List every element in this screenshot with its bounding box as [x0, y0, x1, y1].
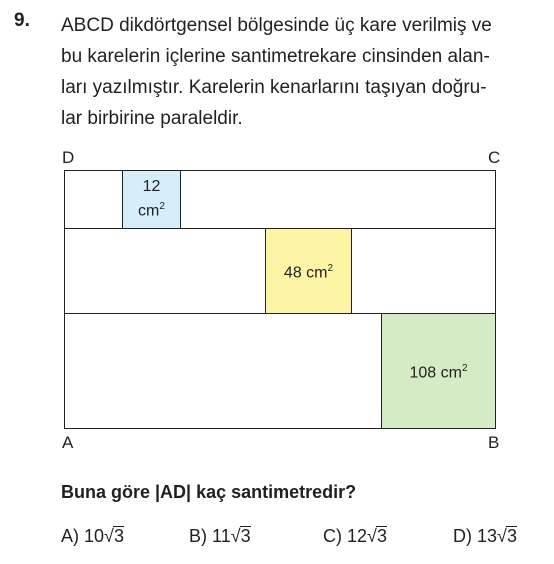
choice-coefficient: 10	[84, 526, 105, 546]
square-small-exp: 2	[159, 201, 165, 213]
choice-c[interactable]	[323, 526, 387, 547]
choice-d[interactable]	[453, 526, 517, 547]
choice-letter: B)	[189, 526, 207, 546]
choice-letter: A)	[61, 526, 79, 546]
radical-sign: √	[497, 526, 507, 546]
question-text-line: lar birbirine paraleldir.	[61, 108, 243, 129]
choice-letter: D)	[453, 526, 472, 546]
question-number: 9.	[14, 10, 30, 31]
choice-radicand: 3	[113, 526, 124, 546]
question-text-line: ları yazılmıştır. Karelerin kenarlarını taşıyan doğru-	[61, 77, 487, 98]
choice-letter: C)	[323, 526, 342, 546]
square-medium-unit: cm	[306, 264, 328, 282]
vertex-label-d: D	[62, 148, 75, 167]
square-medium	[265, 228, 352, 314]
vertex-label-b: B	[488, 433, 500, 452]
choice-coefficient: 12	[347, 526, 368, 546]
vertex-label-a: A	[62, 433, 74, 452]
vertex-label-c: C	[488, 148, 501, 167]
choice-radicand: 3	[376, 526, 387, 546]
choice-b[interactable]	[189, 526, 251, 547]
square-large-unit: cm	[440, 364, 462, 382]
question-text-line: ABCD dikdörtgensel bölgesinde üç kare verilmiş ve	[61, 15, 492, 36]
square-large-value: 108	[409, 364, 437, 382]
choice-radicand: 3	[240, 526, 251, 546]
choice-a[interactable]	[61, 526, 124, 547]
square-medium-value: 48	[283, 264, 302, 282]
square-small	[122, 170, 181, 229]
square-small-unit: cm	[138, 202, 160, 220]
choice-coefficient: 13	[477, 526, 498, 546]
square-medium-exp: 2	[327, 262, 334, 274]
radical-sign: √	[367, 526, 377, 546]
choice-coefficient: 11	[212, 526, 231, 546]
square-small-value: 12	[142, 178, 161, 196]
question-prompt: Buna göre |AD| kaç santimetredir?	[61, 482, 357, 502]
radical-sign: √	[104, 526, 114, 546]
square-large	[381, 313, 496, 429]
question-text	[61, 10, 536, 134]
radical-sign: √	[230, 526, 241, 546]
choice-radicand: 3	[506, 526, 517, 546]
question-text-line: bu karelerin içlerine santimetrekare cinsinden alan-	[61, 46, 490, 67]
square-large-exp: 2	[461, 362, 468, 374]
